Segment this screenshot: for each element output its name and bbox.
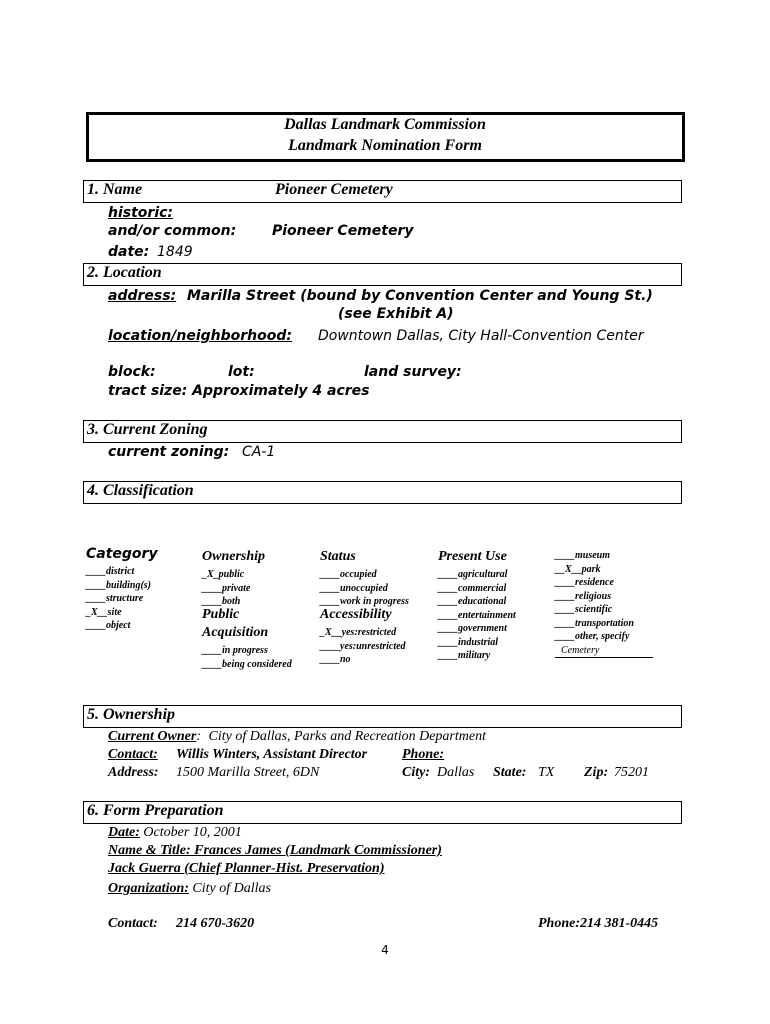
owner-row: Current Owner: City of Dallas, Parks and Recreation Department [108, 729, 486, 744]
accessibility-list [320, 626, 406, 667]
form-title-line1: Dallas Landmark Commission [284, 116, 486, 133]
acquisition-item: ____in progress [202, 645, 268, 656]
prep-contact-value: 214 670-3620 [176, 916, 255, 931]
present-use-list [438, 568, 516, 663]
contact-label: Contact: [108, 747, 158, 762]
block-label: block: [108, 364, 156, 380]
prep-name-title-2: Jack Guerra (Chief Planner-Hist. Preservation) [108, 861, 385, 876]
owner-address-label: Address: [108, 765, 159, 780]
present-use-item: ____agricultural [438, 569, 508, 580]
present-use-item: ____military [438, 650, 491, 661]
address-value: Marilla Street (bound by Convention Center and Young St.) [187, 288, 653, 304]
prep-phone: Phone:214 381-0445 [538, 916, 659, 931]
prep-date-value: October 10, 2001 [143, 825, 242, 840]
page-number: 4 [381, 943, 389, 957]
owner-address-value: 1500 Marilla Street, 6DN [176, 765, 320, 780]
contact-value: Willis Winters, Assistant Director [176, 747, 368, 762]
zip-value: 75201 [614, 765, 649, 780]
section-classification-header [83, 481, 682, 504]
category-item: ____object [86, 620, 131, 631]
present-use-item: ____industrial [438, 636, 499, 648]
ownership-item: _X_public [202, 569, 245, 580]
status-item: ____work in progress [320, 596, 409, 607]
accessibility-item: ____no [320, 654, 351, 665]
neighborhood-label: location/neighborhood: [108, 328, 292, 344]
public-heading: Public [202, 607, 240, 622]
category-heading: Category [86, 546, 158, 562]
present-use-heading: Present Use [438, 549, 507, 564]
date-value: 1849 [157, 244, 193, 260]
other-use-item: __X__park [555, 563, 601, 575]
category-item: _X__site [86, 606, 122, 618]
zip-label: Zip: [584, 765, 609, 780]
category-item: ____building(s) [86, 579, 152, 591]
present-use-item: ____government [438, 623, 507, 634]
section-name-header [83, 180, 682, 203]
date-label: date: [108, 244, 150, 260]
section-ownership-label: 5. Ownership [87, 706, 176, 723]
ownership-item: ____both [202, 596, 241, 607]
common-label: and/or common: [108, 223, 237, 239]
category-list [86, 565, 151, 633]
address-label: address: [108, 288, 177, 304]
section-name-label: 1. Name [87, 181, 143, 198]
section-location-label: 2. Location [87, 264, 162, 281]
historic-label: historic: [108, 205, 174, 221]
ownership-list [202, 568, 250, 609]
present-use-item: ____educational [438, 596, 507, 607]
other-specify-value: Cemetery [555, 644, 653, 659]
prep-date-row [108, 825, 242, 841]
city-value: Dallas [437, 765, 475, 780]
state-value: TX [538, 765, 555, 780]
owner-value: City of Dallas, Parks and Recreation Department [208, 729, 486, 744]
section-classification-label: 4. Classification [87, 482, 194, 499]
accessibility-item: _X__yes:restricted [320, 627, 397, 638]
state-label: State: [493, 765, 527, 780]
ownership-item: ____private [202, 582, 251, 594]
city-label: City: [402, 765, 430, 780]
neighborhood-value: Downtown Dallas, City Hall-Convention Center [318, 328, 644, 344]
organization-label: Organization: [108, 881, 189, 896]
status-list [320, 568, 409, 609]
zoning-label: current zoning: [108, 444, 230, 460]
status-heading: Status [320, 549, 356, 564]
other-use-item: ____scientific [555, 604, 613, 615]
section-zoning-header [83, 420, 682, 443]
lot-label: lot: [228, 364, 255, 380]
ownership-heading: Ownership [202, 549, 266, 564]
section-ownership-header [83, 705, 682, 728]
category-item: ____district [86, 566, 135, 577]
category-item: ____structure [86, 593, 144, 604]
section-form-prep-header [83, 801, 682, 824]
exhibit-note: (see Exhibit A) [338, 306, 454, 322]
other-use-item: ____museum [555, 550, 611, 561]
owner-label: Current Owner [108, 729, 197, 744]
section-zoning-label: 3. Current Zoning [87, 421, 208, 438]
other-use-list [555, 549, 653, 658]
zoning-value: CA-1 [242, 444, 276, 460]
other-use-item: ____residence [555, 577, 614, 588]
other-use-item: ____other, specify [555, 631, 630, 642]
other-use-item: ____transportation [555, 617, 634, 629]
prep-contact-label: Contact: [108, 916, 158, 931]
status-item: ____occupied [320, 569, 377, 580]
section-name-value: Pioneer Cemetery [275, 181, 393, 198]
land-survey-label: land survey: [364, 364, 462, 380]
status-item: ____unoccupied [320, 582, 388, 594]
prep-date-label: Date: [108, 825, 140, 840]
present-use-item: ____entertainment [438, 609, 516, 621]
form-title-line2: Landmark Nomination Form [288, 137, 482, 154]
acquisition-item: ____being considered [202, 658, 292, 670]
organization-value: City of Dallas [192, 881, 271, 896]
accessibility-heading: Accessibility [320, 607, 392, 622]
acquisition-list [202, 644, 292, 671]
section-form-prep-label: 6. Form Preparation [87, 802, 224, 819]
accessibility-item: ____yes:unrestricted [320, 640, 406, 652]
other-use-item: ____religious [555, 590, 612, 602]
organization-row [108, 881, 271, 897]
acquisition-heading: Acquisition [202, 625, 269, 640]
present-use-item: ____commercial [438, 582, 507, 594]
prep-name-title: Name & Title: Frances James (Landmark Commissioner) [108, 843, 442, 858]
common-value: Pioneer Cemetery [272, 223, 414, 239]
tract-size: tract size: Approximately 4 acres [108, 383, 370, 399]
section-location-header [83, 263, 682, 286]
phone-label: Phone: [402, 747, 444, 762]
